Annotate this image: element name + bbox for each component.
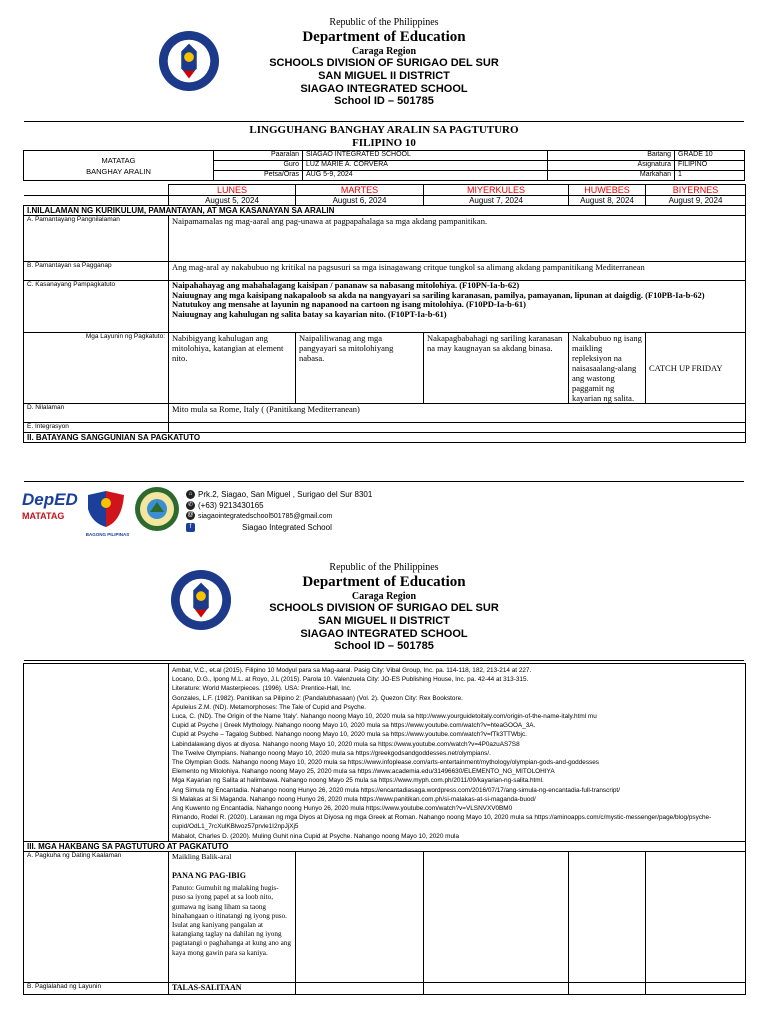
balik-aral-heading: Maikling Balik-aral — [172, 851, 232, 861]
dates-spacer — [24, 196, 169, 206]
layunin-lunes: Nabibigyang kahulugan ang mitolohiya, katangian at element nito. — [169, 333, 296, 404]
day-lunes: LUNES — [169, 185, 296, 196]
republic-text: Republic of the Philippines — [329, 562, 439, 573]
integrasyon-text — [169, 423, 746, 433]
references-label-cell — [24, 664, 169, 842]
district-text: SAN MIGUEL II DISTRICT — [318, 69, 450, 82]
references-list — [169, 664, 746, 842]
header-divider — [24, 660, 744, 661]
nilalaman-text: Mito mula sa Rome, Italy ( (Panitikang Mediterranean) — [169, 404, 746, 423]
title-line2: FILIPINO 10 — [352, 136, 416, 149]
empty-cell — [424, 851, 569, 982]
reference-item: Mabalot, Charles D. (2020). Muling Guhit nina Cupid at Psyche. Nahango noong Mayo 10, 2020 mula — [172, 832, 460, 840]
pamantayang-pangnilalaman-text: Naipamamalas ng mag-aaral ang pag-unawa at pagpapahalaga sa mga akdang pampanitikan. — [169, 216, 746, 262]
baitang-label: Baitang — [548, 151, 675, 161]
reference-item: The Twelve Olympians. Nahango noong Mayo 10, 2020 mula sa https://greekgodsandgoddesses.net/olympians/. — [172, 749, 491, 757]
reference-item: Cupid at Psyche – Tagalog Subbed. Nahango noong Mayo 10, 2020 mula sa https://www.youtube.com/watch?v=fTk3TTWbjc. — [172, 731, 527, 739]
header-block-page2 — [0, 562, 768, 653]
republic-text: Republic of the Philippines — [329, 17, 439, 28]
school-id-text: School ID – 501785 — [334, 640, 434, 653]
title-line1: LINGGUHANG BANGHAY ARALIN SA PAGTUTURO — [249, 124, 519, 136]
reference-item: Mga Kayarian ng Salita at halimbawa. Nahango noong Mayo 25 mula sa https://www.myph.com.ph/2011/09/kayarian-ng-salita.html. — [172, 777, 544, 785]
footer-divider — [24, 481, 744, 482]
empty-cell — [569, 851, 646, 982]
integrasyon-label: E. Integrasyon — [24, 423, 169, 433]
school-text: SIAGAO INTEGRATED SCHOOL — [300, 82, 468, 95]
lesson-table — [23, 184, 746, 443]
petsa-label: Petsa/Oras — [214, 171, 303, 181]
layunin-label: Mga Layunin ng Pagkatuto: — [24, 333, 169, 404]
layunin-biyernes: CATCH UP FRIDAY — [646, 333, 746, 404]
reference-item: The Olympian Gods. Nahango noong Mayo 10, 2020 mula sa https://www.infoplease.com/arts-entertainment/mythology/olympian-gods-and-goddesses — [172, 759, 599, 767]
reference-item: Ambat, V.C., et.al (2015). Filipino 10 Modyul para sa Mag-aaral. Pasig City: Vibal Group, Inc. pa. 114-118, 182, 213-214 at 227. — [172, 667, 532, 674]
location-icon: ⌂ — [186, 490, 195, 499]
days-spacer — [24, 185, 169, 196]
matatag-logo-text: MATATAG — [22, 511, 65, 521]
phone-text: (+63) 9213430165 — [198, 500, 264, 510]
reference-item: Cupid at Psyche | Greek Mythology. Nahango noong Mayo 10, 2020 mula sa https://www.youtube.com/watch?v=hteaGOOA_3A. — [172, 722, 536, 730]
kasanayan-line: Naipahahayag ang mahahalagang kaisipan / pananaw sa nabasang mitolohiya. (F10PN-Ia-b-62) — [172, 280, 520, 290]
facebook-text: Siagao Integrated School — [242, 522, 332, 532]
day-martes: MARTES — [296, 185, 424, 196]
reference-item: Apuleius Z.M. (ND). Metamorphoses: The Tale of Cupid and Psyche. — [172, 703, 367, 711]
empty-cell — [569, 982, 646, 994]
school-id-text: School ID – 501785 — [334, 95, 434, 108]
paglalahad-label: B. Paglalahad ng Layunin — [24, 982, 169, 994]
school-seal-icon — [134, 486, 180, 532]
layunin-huwebes: Nakabubuo ng isang maikling repleksiyon na naisasaalang-alang ang wastong paggamit ng kayarian ng salita. — [569, 333, 646, 404]
guro-value: LUZ MARIE A. CORVERA — [303, 161, 548, 171]
facebook-icon: f — [186, 523, 195, 532]
kasanayang-label: C. Kasanayang Pampagkatuto — [24, 281, 169, 333]
email-icon: @ — [187, 512, 194, 519]
day-miyerkules: MIYERKULES — [424, 185, 569, 196]
layunin-martes: Naipaliliwanag ang mga pangyayari sa mitolohiyang nabasa. — [296, 333, 424, 404]
asignatura-value: FILIPINO — [675, 161, 745, 171]
bagong-pilipinas-logo-icon — [84, 487, 129, 532]
pamantayan-pagganap-label: B. Pamantayan sa Pagganap — [24, 262, 169, 281]
date-lunes: August 5, 2024 — [169, 196, 296, 206]
empty-cell — [424, 982, 569, 994]
kasanayang-text — [169, 281, 746, 333]
header-divider — [24, 121, 744, 122]
region-text: Caraga Region — [351, 590, 417, 602]
info-table — [23, 150, 745, 181]
reference-item: Labindalawang diyos at diyosa. Nahango noong Mayo 10, 2020 mula sa https://www.youtube.com/watch?v=4P0azuAS7S8 — [172, 740, 520, 748]
department-text: Department of Education — [302, 573, 466, 590]
phone-icon: ✆ — [187, 501, 194, 508]
reference-item: Elemento ng Mitolohiya. Nahango noong Mayo 25, 2020 mula sa https://www.academia.edu/31496630/ELEMENTO_NG_MITOLOHIYA — [172, 768, 555, 776]
date-martes: August 6, 2024 — [296, 196, 424, 206]
day-biyernes: BIYERNES — [646, 185, 746, 196]
paaralan-value: SIAGAO INTEGRATED SCHOOL — [303, 151, 548, 161]
bagong-pilipinas-text: BAGONG PILIPINAS — [85, 532, 130, 537]
district-text: SAN MIGUEL II DISTRICT — [318, 614, 450, 627]
section1-title: I.NILALAMAN NG KURIKULUM, PAMANTAYAN, AT MGA KASANAYAN SA ARALIN — [24, 206, 746, 216]
day-huwebes: HUWEBES — [569, 185, 646, 196]
empty-cell — [296, 982, 424, 994]
school-text: SIAGAO INTEGRATED SCHOOL — [300, 627, 468, 640]
pana-heading: PANA NG PAG-IBIG — [172, 871, 246, 881]
section3-title: III. MGA HAKBANG SA PAGTUTURO AT PAGKATUTO — [24, 841, 746, 851]
kasanayan-line: Naiuugnay ang kahulugan ng salita batay sa kayarian nito. (F10PT-Ia-b-61) — [172, 308, 447, 319]
reference-item: Gonzales, L.F. (1982). Panitikan sa Pilipino 2: (Pandalubhasaan) (Vol. 2). Quezon City: Rex Bookstore. — [172, 694, 463, 702]
date-miyerkules: August 7, 2024 — [424, 196, 569, 206]
reference-item: Locano, D.G., Ipong M.L. at Royo, J.L (2015). Parola 10. Valenzuela City: JO-ES Publishing House, Inc. pa. 42-44 at 313-315. — [172, 676, 529, 684]
department-text: Department of Education — [302, 28, 466, 45]
layunin-miyerkules: Nakapagbabahagi ng sariling karanasan na may kaugnayan sa akdang binasa. — [424, 333, 569, 404]
date-huwebes: August 8, 2024 — [569, 196, 646, 206]
reference-item: Rimando, Rodel R. (2020). Larawan ng mga Diyos at Diyosa ng mga Greek at Roman. Nahango noong Mayo 10, 2020 mula sa https://aminoapps.com/c/mystic-messenger/page/blog/psyche-cupid/OdL1_7rcXulKBlwoz57prvle1I2npJjXj5 — [172, 814, 712, 831]
section2-title: II. BATAYANG SANGGUNIAN SA PAGKATUTO — [24, 433, 746, 443]
division-text: SCHOOLS DIVISION OF SURIGAO DEL SUR — [269, 602, 499, 615]
empty-cell — [646, 982, 746, 994]
kasanayan-line: Naiuugnay ang mga kaisipang nakapaloob sa akda na nangyayari sa sariling karanasan, pamilya, pamayanan, lipunan at daigdig. (F10PB-Ia-b-62) — [172, 289, 705, 300]
reference-item: Ang Simula ng Encantadia. Nahango noong Hunyo 26, 2020 mula https://encantadiasaga.wordpress.com/2016/07/17/ang-simula-ng-encantadia-full-transcript/ — [172, 786, 620, 794]
deped-logo-text: DepED — [22, 490, 78, 509]
empty-cell — [296, 851, 424, 982]
petsa-value: AUG 5-9, 2024 — [303, 171, 548, 181]
pamantayan-pagganap-text: Ang mag-aral ay nakabubuo ng kritikal na pagsusuri sa mga isinagawang critque tungkol sa alimang akdang pampanitikang Mediterranean — [169, 262, 746, 281]
matatag-label: MATATAG BANGHAY ARALIN — [24, 151, 214, 181]
baitang-value: GRADE 10 — [675, 151, 745, 161]
kasanayan-line: Natutukoy ang mensahe at layunin ng napanood na cartoon ng isang mitolohiya. (F10PD-Ia-b-61) — [172, 299, 526, 309]
dating-kaalaman-label: A. Pagkuha ng Dating Kaalaman — [24, 851, 169, 982]
pamantayang-pangnilalaman-label: A. Pamantayang Pangnilalaman — [24, 216, 169, 262]
nilalaman-label: D. Nilalaman — [24, 404, 169, 423]
division-text: SCHOOLS DIVISION OF SURIGAO DEL SUR — [269, 57, 499, 70]
guro-label: Guro — [214, 161, 303, 171]
email-text: siagaointegratedschool501785@gmail.com — [198, 513, 333, 520]
empty-cell — [646, 851, 746, 982]
talas-salitaan-text: TALAS-SALITAAN — [169, 982, 296, 994]
reference-item: Literature: World Masterpieces. (1996). USA: Prentice-Hall, Inc. — [172, 685, 352, 693]
date-biyernes: August 9, 2024 — [646, 196, 746, 206]
markahan-label: Markahan — [548, 171, 675, 181]
deped-matatag-logo — [22, 490, 77, 538]
region-text: Caraga Region — [351, 45, 417, 57]
dating-kaalaman-lunes — [169, 851, 296, 982]
reference-item: Luca, C. (ND). The Origin of the Name 'Italy'. Nahango noong Mayo 10, 2020 mula sa http://www.yourguidetoitaly.com/origin-of-the-name-italy.html mu — [172, 713, 597, 721]
reference-item: Ang Kuwento ng Encantadia. Nahango noong Hunyo 26, 2020 mula https://www.youtube.com/watch?v=VLSNVXV0BM0 — [172, 805, 513, 813]
paaralan-label: Paaralan — [214, 151, 303, 161]
panuto-text: Panuto: Gumuhit ng malaking hugis-puso sa iyong papel at sa loob nito, gumawa ng isang liham sa taong hinahangaan o itinatangi ng iyong puso. Isulat ang kaniyang pangalan at katangiang taglay na dahilan ng iyong pagtatangi o paghahanga at kung ano ang kaya mong gawin para sa kaniya. — [172, 884, 291, 957]
address-text: Prk.2, Siagao, San Miguel , Surigao del Sur 8301 — [198, 490, 373, 499]
markahan-value: 1 — [675, 171, 745, 181]
references-table — [23, 663, 746, 995]
header-block — [0, 17, 768, 108]
lesson-title — [0, 124, 768, 149]
footer-contact — [186, 490, 372, 533]
asignatura-label: Asignatura — [548, 161, 675, 171]
reference-item: Si Malakas at Si Maganda. Nahango noong Hunyo 26, 2020 mula https://www.panitikan.com.ph/si-malakas-at-si-maganda-buod/ — [172, 795, 536, 803]
